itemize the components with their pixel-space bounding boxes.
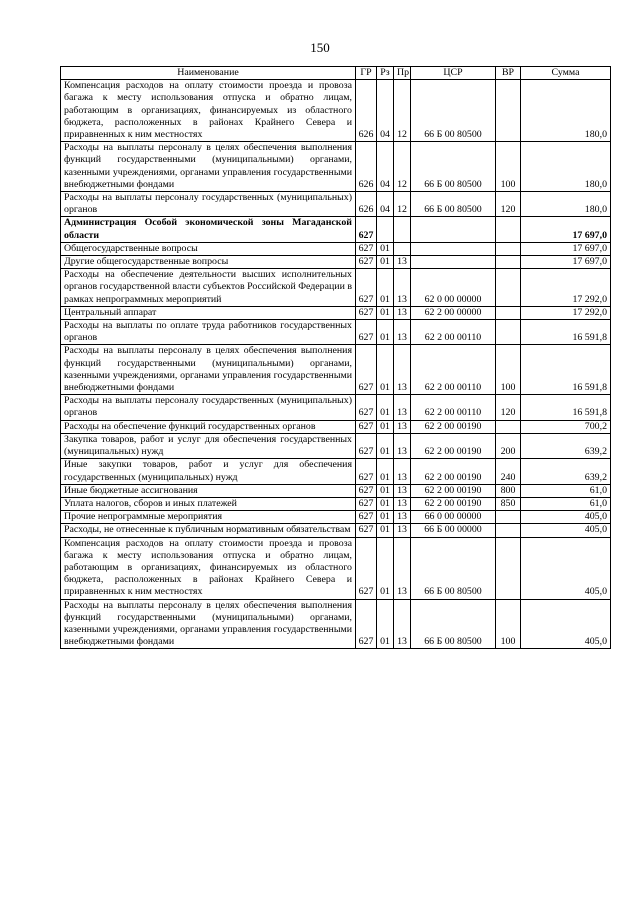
cell-vr: 200 [496, 433, 521, 458]
cell-rz: 01 [377, 320, 394, 345]
cell-name: Расходы на выплаты по оплате труда работников государственных органов [61, 320, 356, 345]
cell-csr: 66 Б 00 80500 [411, 599, 496, 649]
cell-pr: 13 [394, 269, 411, 307]
cell-gr: 627 [356, 395, 377, 420]
cell-rz: 01 [377, 497, 394, 510]
cell-gr: 627 [356, 484, 377, 497]
cell-csr: 62 2 00 00110 [411, 345, 496, 395]
cell-csr: 66 Б 00 80500 [411, 192, 496, 217]
cell-sum: 405,0 [521, 599, 611, 649]
cell-name: Расходы на выплаты персоналу государственных (муниципальных) органов [61, 192, 356, 217]
table-row [61, 459, 611, 484]
header-rz: Рз [377, 67, 394, 80]
cell-csr: 66 0 00 00000 [411, 511, 496, 524]
cell-gr: 626 [356, 192, 377, 217]
cell-rz: 01 [377, 599, 394, 649]
table-row [61, 497, 611, 510]
table-row [61, 484, 611, 497]
cell-rz: 01 [377, 242, 394, 255]
cell-gr: 627 [356, 497, 377, 510]
cell-sum: 180,0 [521, 142, 611, 192]
page-number: 150 [310, 40, 330, 55]
table-row [61, 80, 611, 142]
table-row [61, 242, 611, 255]
cell-csr: 66 Б 00 80500 [411, 537, 496, 599]
cell-name: Прочие непрограммные мероприятия [61, 511, 356, 524]
cell-gr: 627 [356, 345, 377, 395]
cell-sum: 61,0 [521, 484, 611, 497]
cell-name: Расходы, не отнесенные к публичным нормативным обязательствам [61, 524, 356, 537]
cell-gr: 626 [356, 142, 377, 192]
cell-name: Иные бюджетные ассигнования [61, 484, 356, 497]
cell-pr: 13 [394, 459, 411, 484]
cell-vr [496, 217, 521, 242]
cell-pr: 12 [394, 80, 411, 142]
cell-name: Закупка товаров, работ и услуг для обеспечения государственных (муниципальных) нужд [61, 433, 356, 458]
cell-sum: 61,0 [521, 497, 611, 510]
table-row [61, 320, 611, 345]
cell-gr: 627 [356, 459, 377, 484]
cell-pr: 13 [394, 345, 411, 395]
cell-vr [496, 511, 521, 524]
cell-gr: 627 [356, 217, 377, 242]
cell-name: Расходы на обеспечение деятельности высших исполнительных органов государственной власти субъектов Российской Федерации в рамках непрограммных мероприятий [61, 269, 356, 307]
cell-gr: 627 [356, 511, 377, 524]
table-row [61, 192, 611, 217]
cell-sum: 17 697,0 [521, 217, 611, 242]
cell-csr: 66 Б 00 00000 [411, 524, 496, 537]
table-row [61, 537, 611, 599]
cell-pr: 12 [394, 142, 411, 192]
cell-pr: 13 [394, 497, 411, 510]
table-row [61, 395, 611, 420]
cell-name: Администрация Особой экономической зоны Магаданской области [61, 217, 356, 242]
cell-pr: 13 [394, 306, 411, 319]
cell-rz: 01 [377, 256, 394, 269]
cell-vr [496, 306, 521, 319]
table-row [61, 599, 611, 649]
table-row [61, 420, 611, 433]
cell-gr: 627 [356, 256, 377, 269]
cell-sum: 16 591,8 [521, 345, 611, 395]
cell-pr: 13 [394, 484, 411, 497]
cell-vr [496, 320, 521, 345]
cell-vr: 100 [496, 345, 521, 395]
cell-sum: 639,2 [521, 433, 611, 458]
cell-sum: 180,0 [521, 80, 611, 142]
table-row [61, 511, 611, 524]
cell-rz: 04 [377, 80, 394, 142]
cell-gr: 627 [356, 306, 377, 319]
cell-csr: 62 2 00 00190 [411, 433, 496, 458]
cell-csr: 62 2 00 00190 [411, 484, 496, 497]
cell-vr: 100 [496, 599, 521, 649]
cell-vr [496, 524, 521, 537]
cell-gr: 627 [356, 269, 377, 307]
cell-name: Расходы на выплаты персоналу в целях обеспечения выполнения функций государственными (муниципальными) органами, казенными учреждениями, органами управления государственными внебюджетными фондами [61, 142, 356, 192]
cell-name: Компенсация расходов на оплату стоимости проезда и провоза багажа к месту использования отпуска и обратно лицам, работающим в организациях, финансируемых из областного бюджета, расположенных в районах Крайнего Севера и приравненных к ним местностях [61, 80, 356, 142]
cell-pr: 13 [394, 395, 411, 420]
cell-sum: 17 697,0 [521, 256, 611, 269]
cell-sum: 405,0 [521, 537, 611, 599]
cell-rz: 01 [377, 306, 394, 319]
cell-name: Уплата налогов, сборов и иных платежей [61, 497, 356, 510]
cell-vr [496, 537, 521, 599]
cell-sum: 180,0 [521, 192, 611, 217]
cell-vr: 800 [496, 484, 521, 497]
cell-gr: 627 [356, 433, 377, 458]
cell-rz: 01 [377, 420, 394, 433]
table-row [61, 433, 611, 458]
budget-table [60, 66, 611, 649]
cell-pr: 12 [394, 192, 411, 217]
cell-csr [411, 217, 496, 242]
cell-csr: 66 Б 00 80500 [411, 142, 496, 192]
table-row [61, 345, 611, 395]
cell-pr: 13 [394, 320, 411, 345]
cell-rz: 01 [377, 395, 394, 420]
cell-sum: 405,0 [521, 511, 611, 524]
cell-rz: 01 [377, 459, 394, 484]
cell-csr: 62 2 00 00190 [411, 459, 496, 484]
cell-csr [411, 256, 496, 269]
cell-sum: 16 591,8 [521, 395, 611, 420]
cell-name: Расходы на выплаты персоналу в целях обеспечения выполнения функций государственными (муниципальными) органами, казенными учреждениями, органами управления государственными внебюджетными фондами [61, 599, 356, 649]
cell-pr: 13 [394, 524, 411, 537]
cell-vr: 120 [496, 192, 521, 217]
cell-rz [377, 217, 394, 242]
table-row [61, 524, 611, 537]
cell-vr: 120 [496, 395, 521, 420]
cell-pr: 13 [394, 256, 411, 269]
cell-sum: 405,0 [521, 524, 611, 537]
cell-name: Расходы на обеспечение функций государственных органов [61, 420, 356, 433]
cell-vr [496, 269, 521, 307]
cell-csr: 62 2 00 00190 [411, 497, 496, 510]
cell-vr [496, 242, 521, 255]
cell-gr: 627 [356, 599, 377, 649]
cell-csr: 62 2 00 00110 [411, 320, 496, 345]
cell-sum: 16 591,8 [521, 320, 611, 345]
cell-csr: 62 2 00 00190 [411, 420, 496, 433]
cell-name: Расходы на выплаты персоналу государственных (муниципальных) органов [61, 395, 356, 420]
header-vr: ВР [496, 67, 521, 80]
cell-vr: 240 [496, 459, 521, 484]
table-row [61, 269, 611, 307]
table-row [61, 256, 611, 269]
cell-rz: 01 [377, 511, 394, 524]
table-row [61, 306, 611, 319]
cell-gr: 627 [356, 242, 377, 255]
cell-name: Расходы на выплаты персоналу в целях обеспечения выполнения функций государственными (муниципальными) органами, казенными учреждениями, органами управления государственными внебюджетными фондами [61, 345, 356, 395]
cell-rz: 01 [377, 484, 394, 497]
cell-csr [411, 242, 496, 255]
cell-vr [496, 80, 521, 142]
cell-vr: 850 [496, 497, 521, 510]
cell-rz: 04 [377, 192, 394, 217]
cell-csr: 62 2 00 00110 [411, 395, 496, 420]
table-row [61, 142, 611, 192]
cell-pr: 13 [394, 599, 411, 649]
cell-vr: 100 [496, 142, 521, 192]
cell-rz: 01 [377, 269, 394, 307]
cell-gr: 627 [356, 524, 377, 537]
cell-gr: 627 [356, 320, 377, 345]
cell-sum: 17 292,0 [521, 306, 611, 319]
cell-gr: 627 [356, 420, 377, 433]
cell-name: Центральный аппарат [61, 306, 356, 319]
cell-csr: 62 0 00 00000 [411, 269, 496, 307]
cell-name: Общегосударственные вопросы [61, 242, 356, 255]
header-pr: Пр [394, 67, 411, 80]
header-gr: ГР [356, 67, 377, 80]
cell-pr [394, 242, 411, 255]
cell-name: Другие общегосударственные вопросы [61, 256, 356, 269]
cell-gr: 627 [356, 537, 377, 599]
cell-vr [496, 420, 521, 433]
cell-pr: 13 [394, 420, 411, 433]
cell-gr: 626 [356, 80, 377, 142]
cell-name: Компенсация расходов на оплату стоимости проезда и провоза багажа к месту использования отпуска и обратно лицам, работающим в организациях, финансируемых из областного бюджета, расположенных в районах Крайнего Севера и приравненных к ним местностях [61, 537, 356, 599]
cell-sum: 700,2 [521, 420, 611, 433]
cell-pr [394, 217, 411, 242]
cell-csr: 66 Б 00 80500 [411, 80, 496, 142]
cell-pr: 13 [394, 511, 411, 524]
table-row [61, 217, 611, 242]
cell-sum: 17 292,0 [521, 269, 611, 307]
header-sum: Сумма [521, 67, 611, 80]
cell-csr: 62 2 00 00000 [411, 306, 496, 319]
cell-name: Иные закупки товаров, работ и услуг для обеспечения государственных (муниципальных) нужд [61, 459, 356, 484]
cell-rz: 01 [377, 433, 394, 458]
cell-sum: 17 697,0 [521, 242, 611, 255]
cell-rz: 01 [377, 345, 394, 395]
cell-rz: 01 [377, 537, 394, 599]
cell-rz: 01 [377, 524, 394, 537]
cell-rz: 04 [377, 142, 394, 192]
header-name: Наименование [61, 67, 356, 80]
table-header-row [61, 67, 611, 80]
header-csr: ЦСР [411, 67, 496, 80]
cell-pr: 13 [394, 537, 411, 599]
cell-pr: 13 [394, 433, 411, 458]
cell-vr [496, 256, 521, 269]
cell-sum: 639,2 [521, 459, 611, 484]
